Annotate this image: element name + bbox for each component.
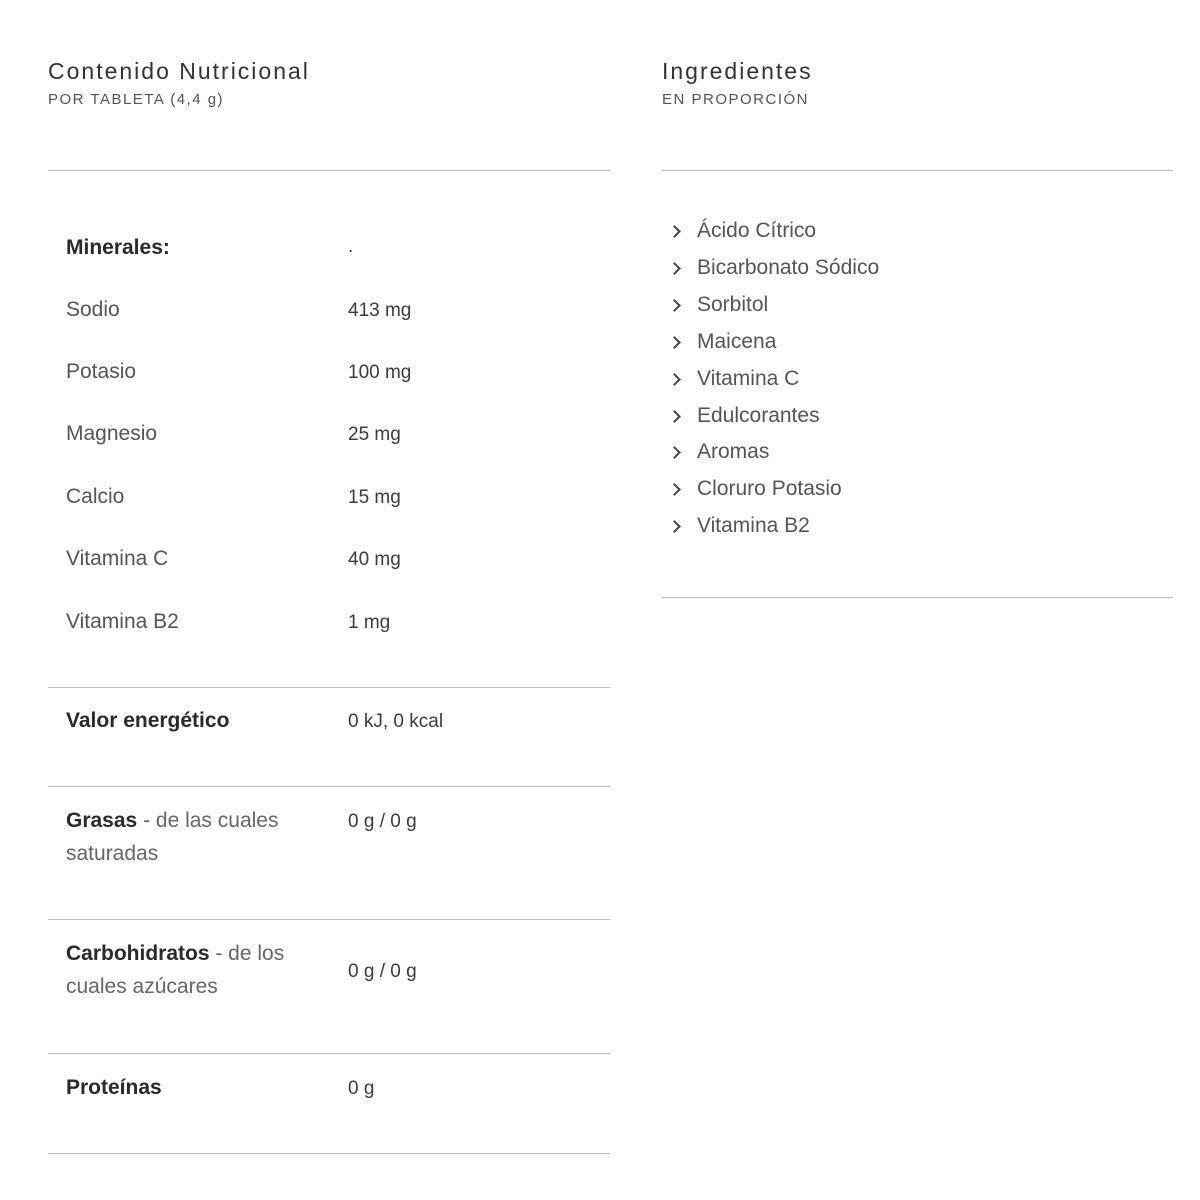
mineral-value: 100 mg bbox=[348, 362, 412, 383]
chevron-right-icon bbox=[668, 299, 681, 312]
divider bbox=[48, 1153, 610, 1154]
ingredient-label: Sorbitol bbox=[697, 293, 769, 316]
minerals-heading-value: . bbox=[348, 236, 354, 257]
mineral-value: 40 mg bbox=[348, 549, 401, 570]
mineral-name: Potasio bbox=[66, 360, 137, 383]
ingredients-subtitle: EN PROPORCIÓN bbox=[662, 91, 810, 108]
ingredient-item bbox=[670, 330, 776, 354]
ingredient-label: Edulcorantes bbox=[697, 404, 820, 427]
chevron-right-icon bbox=[668, 336, 681, 349]
divider bbox=[48, 170, 610, 171]
mineral-name: Sodio bbox=[66, 298, 120, 321]
carbs-label-sub: - de los cuales azúcares bbox=[66, 942, 285, 998]
chevron-right-icon bbox=[668, 520, 681, 533]
divider bbox=[662, 170, 1173, 171]
ingredient-label: Bicarbonato Sódico bbox=[697, 256, 880, 279]
chevron-right-icon bbox=[668, 483, 681, 496]
ingredient-label: Vitamina B2 bbox=[697, 514, 810, 537]
minerals-heading: Minerales: bbox=[66, 236, 170, 259]
ingredient-item bbox=[670, 367, 799, 391]
chevron-right-icon bbox=[668, 225, 681, 238]
mineral-value: 413 mg bbox=[348, 300, 412, 321]
ingredient-item bbox=[670, 440, 769, 464]
fats-label bbox=[66, 804, 316, 870]
ingredient-item bbox=[670, 477, 842, 501]
ingredient-item bbox=[670, 404, 820, 428]
ingredient-item bbox=[670, 219, 816, 243]
protein-label: Proteínas bbox=[66, 1076, 162, 1099]
ingredients-title: Ingredientes bbox=[662, 58, 813, 84]
divider bbox=[48, 1053, 610, 1054]
ingredient-label: Cloruro Potasio bbox=[697, 477, 842, 500]
energy-label: Valor energético bbox=[66, 709, 230, 732]
mineral-name: Vitamina C bbox=[66, 547, 169, 570]
fats-label-sub: - de las cuales saturadas bbox=[66, 809, 279, 865]
protein-value: 0 g bbox=[348, 1078, 375, 1099]
energy-value: 0 kJ, 0 kcal bbox=[348, 711, 444, 732]
divider bbox=[48, 919, 610, 920]
mineral-name: Calcio bbox=[66, 485, 125, 508]
carbs-value: 0 g / 0 g bbox=[348, 961, 417, 982]
carbs-label bbox=[66, 937, 316, 1003]
divider bbox=[662, 597, 1173, 598]
chevron-right-icon bbox=[668, 446, 681, 459]
ingredient-item bbox=[670, 514, 810, 538]
nutrition-title: Contenido Nutricional bbox=[48, 58, 310, 84]
chevron-right-icon bbox=[668, 373, 681, 386]
mineral-value: 15 mg bbox=[348, 487, 401, 508]
divider bbox=[48, 687, 610, 688]
ingredient-item bbox=[670, 256, 879, 280]
nutrition-subtitle: POR TABLETA (4,4 g) bbox=[48, 91, 225, 108]
ingredient-label: Maicena bbox=[697, 330, 777, 353]
mineral-name: Vitamina B2 bbox=[66, 610, 179, 633]
mineral-value: 25 mg bbox=[348, 424, 401, 445]
mineral-name: Magnesio bbox=[66, 422, 158, 445]
mineral-value: 1 mg bbox=[348, 612, 391, 633]
ingredient-label: Vitamina C bbox=[697, 367, 800, 390]
ingredient-label: Ácido Cítrico bbox=[697, 219, 817, 242]
ingredient-item bbox=[670, 293, 768, 317]
fats-value: 0 g / 0 g bbox=[348, 811, 417, 832]
ingredient-label: Aromas bbox=[697, 440, 770, 463]
carbs-label-main: Carbohidratos bbox=[66, 942, 210, 965]
chevron-right-icon bbox=[668, 262, 681, 275]
fats-label-main: Grasas bbox=[66, 809, 138, 832]
chevron-right-icon bbox=[668, 410, 681, 423]
divider bbox=[48, 786, 610, 787]
